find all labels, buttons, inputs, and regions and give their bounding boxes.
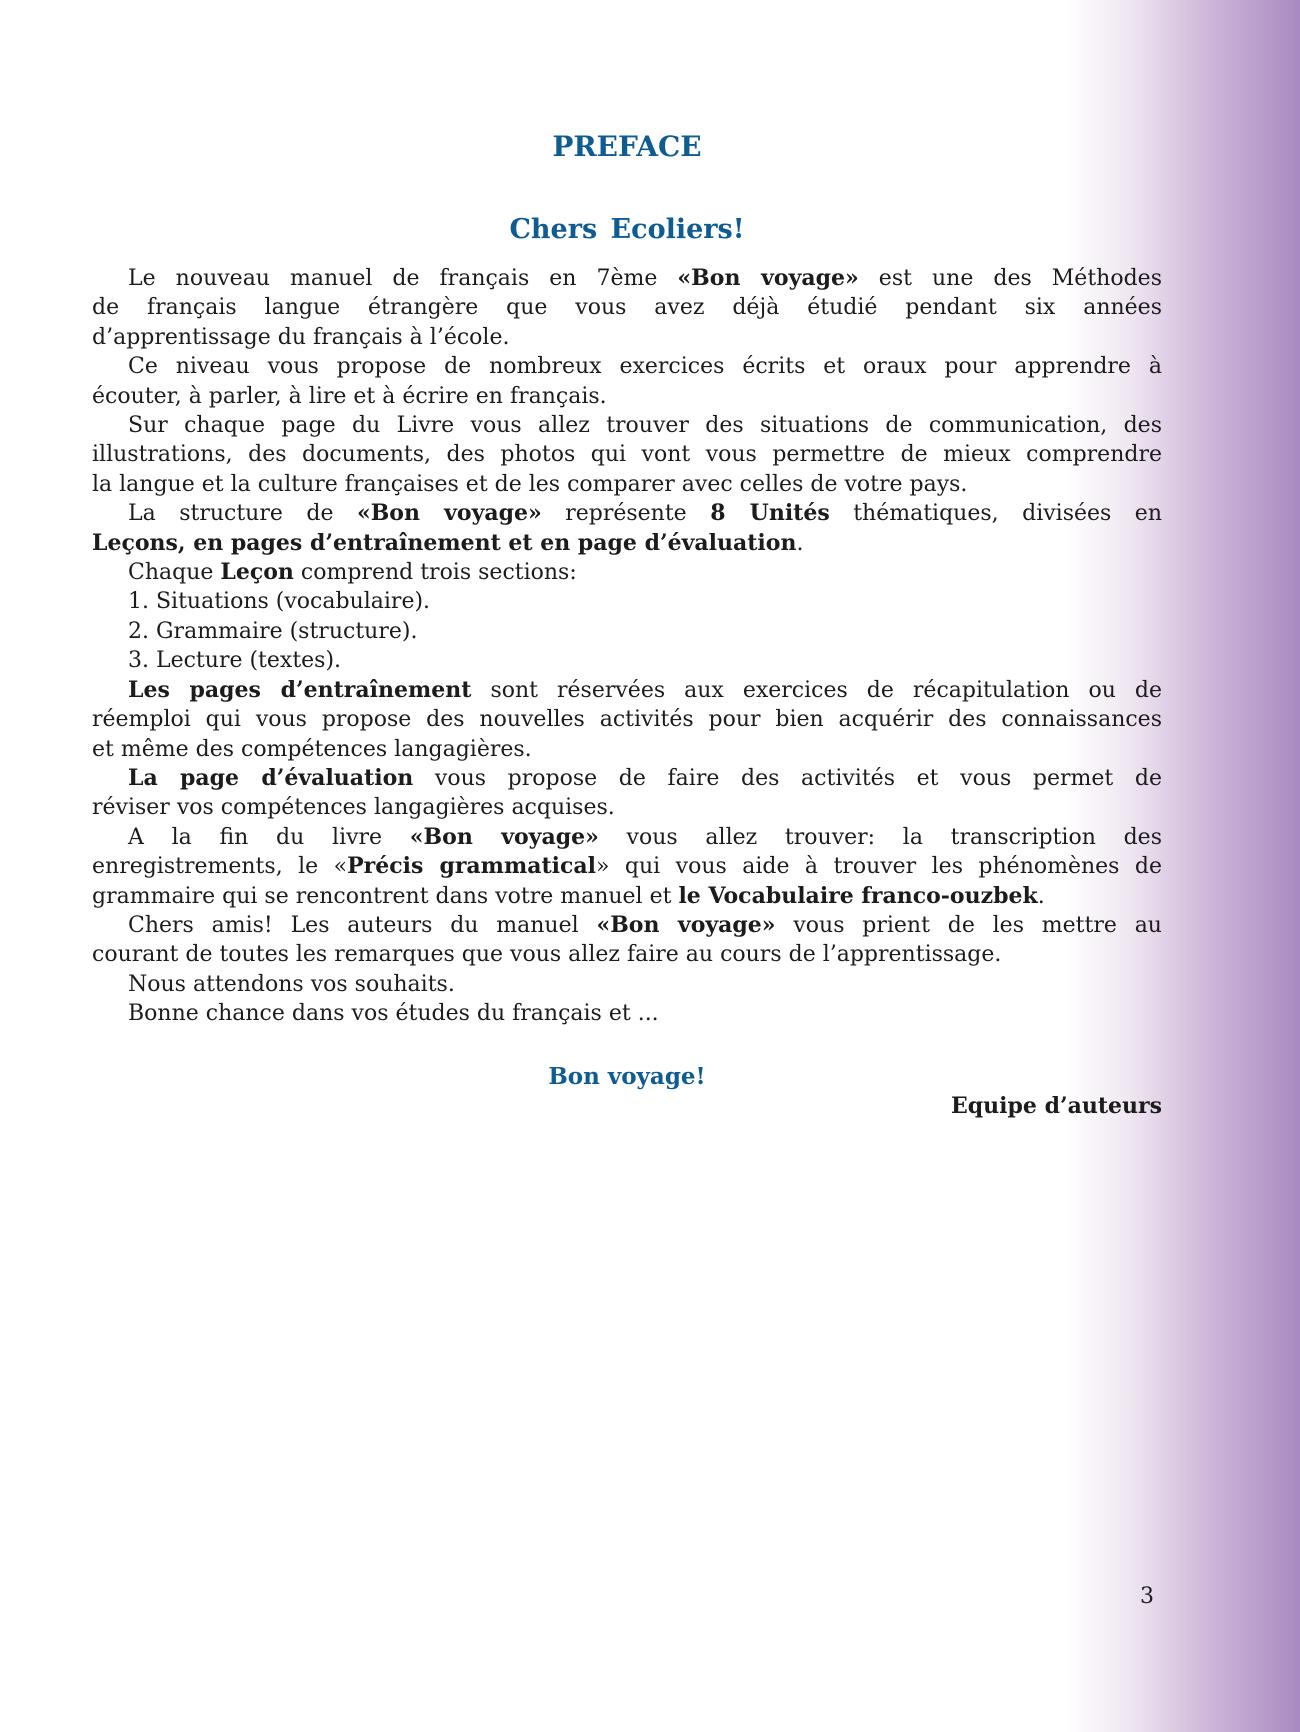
bold-term: Leçons, en pages d’entraînement et en page d’évaluation (92, 529, 797, 556)
text-run: comprend trois sections: (293, 560, 577, 586)
paragraph-6-line-3: et même des compétences langagières. (92, 736, 532, 762)
paragraph-1-line-2: de français langue étrangère que vous avez déjà étudié pendant six années (92, 295, 1162, 321)
paragraph-6-line-1 (92, 676, 1162, 705)
preface-body (92, 264, 1162, 1029)
text-run: Chers amis! Les auteurs du manuel (128, 912, 597, 938)
text-run: enregistrements, le « (92, 854, 348, 880)
paragraph-7-line-2: réviser vos compétences langagières acquises. (92, 795, 615, 821)
page-title: PREFACE (552, 130, 702, 163)
book-title: «Bon voyage» (677, 265, 859, 291)
paragraph-6-line-2: réemploi qui vous propose des nouvelles activités pour bien acquérir des connaissances (92, 707, 1162, 733)
book-title: «Bon voyage» (409, 823, 599, 850)
bold-term: 8 Unités (710, 500, 830, 527)
paragraph-10: Nous attendons vos souhaits. (128, 971, 455, 997)
paragraph-9-line-1 (92, 911, 1162, 940)
text-run: Chaque (128, 560, 221, 586)
book-title: «Bon voyage» (596, 911, 776, 938)
bold-term: Leçon (220, 559, 294, 586)
list-item: 3. Lecture (textes). (128, 648, 342, 674)
list-item: 1. Situations (vocabulaire). (128, 589, 431, 615)
text-run: » qui vous aide à trouver les phénomènes de (596, 854, 1163, 880)
paragraph-2-line-1: Ce niveau vous propose de nombreux exercices écrits et oraux pour apprendre à (128, 354, 1162, 380)
list-item: 2. Grammaire (structure). (128, 618, 418, 644)
text-run: . (1037, 883, 1045, 909)
paragraph-11: Bonne chance dans vos études du français et ... (128, 1001, 659, 1027)
text-run: Le nouveau manuel de français en 7ème (128, 266, 678, 291)
bold-term: Précis grammatical (347, 853, 597, 880)
text-run: vous propose de faire des activités et vous permet de (413, 765, 1162, 791)
text-run: grammaire qui se rencontrent dans votre manuel et (92, 883, 679, 909)
closing-line: Bon voyage! (548, 1063, 706, 1090)
text-run: La structure de (128, 501, 357, 527)
text-run: sont réservées aux exercices de récapitulation ou de (471, 677, 1162, 703)
paragraph-1-line-1 (92, 264, 1162, 293)
paragraph-3-line-2: illustrations, des documents, des photos qui vont vous permettre de mieux comprendre (92, 442, 1162, 468)
text-run: A la fin du livre (128, 824, 410, 850)
bold-term: Les pages d’entraînement (128, 676, 472, 703)
paragraph-8-line-3 (92, 882, 1162, 911)
paragraph-3-line-3: la langue et la culture françaises et de les comparer avec celles de votre pays. (92, 471, 968, 497)
book-title: «Bon voyage» (356, 500, 542, 527)
paragraph-8-line-2 (92, 852, 1162, 881)
paragraph-4-line-2 (92, 529, 1162, 558)
signature: Equipe d’auteurs (951, 1093, 1162, 1119)
text-run: vous prient de les mettre au (775, 912, 1162, 938)
text-run: thématiques, divisées en (829, 501, 1162, 527)
paragraph-4-line-1 (92, 499, 1162, 528)
paragraph-9-line-2: courant de toutes les remarques que vous allez faire au cours de l’apprentissage. (92, 942, 1002, 968)
paragraph-3-line-1: Sur chaque page du Livre vous allez trouver des situations de communication, des (128, 413, 1162, 439)
text-run: vous allez trouver: la transcription des (598, 824, 1162, 850)
text-run: . (796, 530, 804, 556)
page-number: 3 (1140, 1584, 1154, 1609)
paragraph-7-line-1 (92, 764, 1162, 793)
text-run: est une des Méthodes (858, 266, 1162, 291)
paragraph-5 (92, 558, 1162, 587)
paragraph-2-line-2: écouter, à parler, à lire et à écrire en français. (92, 383, 607, 409)
text-run: représente (541, 501, 711, 527)
greeting-heading: Chers Ecoliers! (509, 214, 745, 245)
bold-term: La page d’évaluation (128, 764, 414, 791)
paragraph-1-line-3: d’apprentissage du français à l’école. (92, 324, 510, 350)
paragraph-8-line-1 (92, 823, 1162, 852)
bold-term: le Vocabulaire franco-ouzbek (678, 882, 1038, 909)
